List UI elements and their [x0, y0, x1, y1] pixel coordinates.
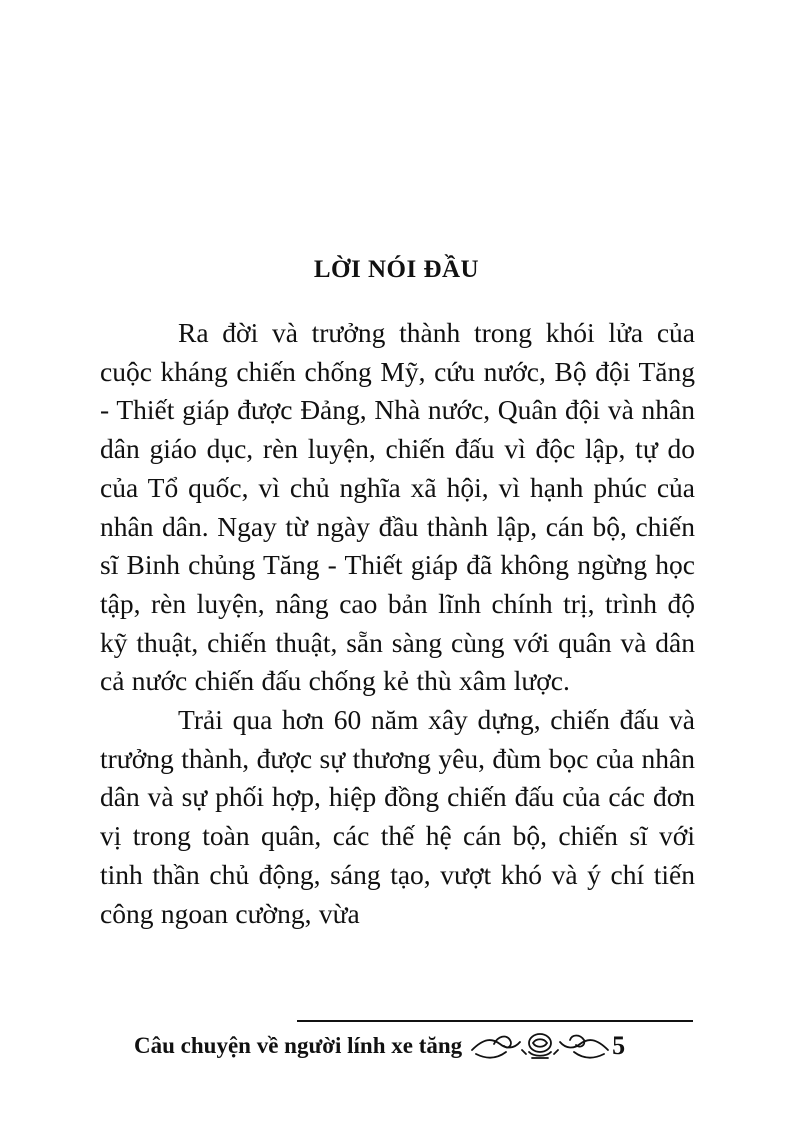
paragraph-1: Ra đời và trưởng thành trong khói lửa của cuộc kháng chiến chống Mỹ, cứu nước, Bộ đội Tăng - Thiết giáp được Đảng, Nhà nước, Quân đội và nhân dân giáo dục, rèn luyện, chiến đấu vì độc lập, tự do của Tổ quốc, vì chủ nghĩa xã hội, vì hạnh phúc của nhân dân. Ngay từ ngày đầu thành lập, cán bộ, chiến sĩ Binh chủng Tăng - Thiết giáp đã không ngừng học tập, rèn luyện, nâng cao bản lĩnh chính trị, trình độ kỹ thuật, chiến thuật, sẵn sàng cùng với quân và dân cả nước chiến đấu chống kẻ thù xâm lược. — [100, 317, 695, 697]
footer-book-title: Câu chuyện về người lính xe tăng — [134, 1033, 463, 1058]
paragraph-2: Trải qua hơn 60 năm xây dựng, chiến đấu và trưởng thành, được sự thương yêu, đùm bọc của nhân dân và sự phối hợp, hiệp đồng chiến đấu của các đơn vị trong toàn quân, các thế hệ cán bộ, chiến sĩ với tinh thần chủ động, sáng tạo, vượt khó và ý chí tiến công ngoan cường, vừa — [100, 704, 695, 929]
running-footer — [134, 1026, 704, 1066]
flourish-ornament-icon — [470, 1030, 610, 1062]
page-title: LỜI NÓI ĐẦU — [313, 256, 480, 283]
page-number: 5 — [612, 1031, 626, 1060]
body-text — [100, 314, 695, 933]
footer-rule — [297, 1020, 693, 1022]
